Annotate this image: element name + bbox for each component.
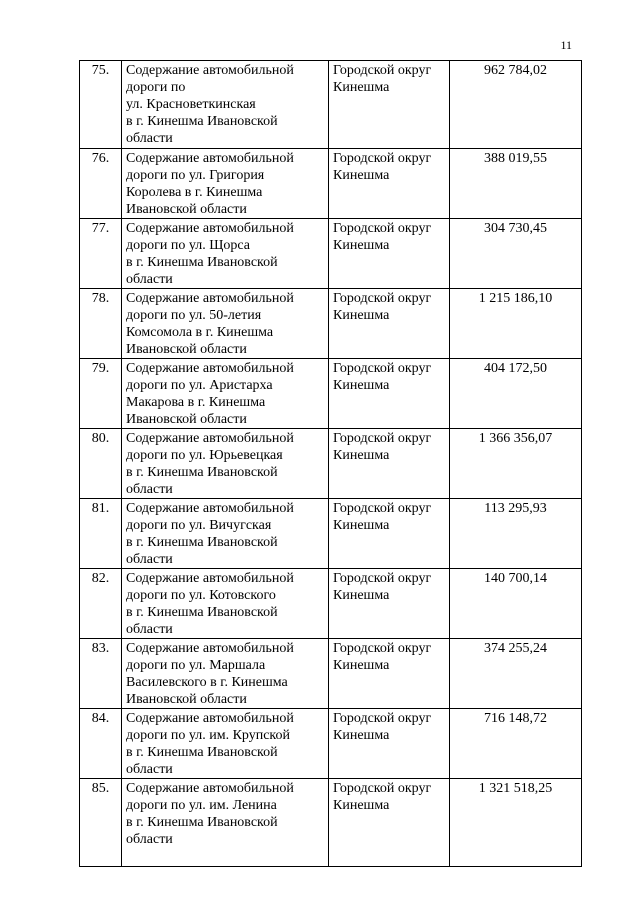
description-line: в г. Кинешма Ивановской bbox=[126, 255, 278, 270]
amount: 113 295,93 bbox=[450, 499, 582, 569]
road-description bbox=[122, 709, 329, 779]
municipality-line: Городской округ bbox=[333, 291, 432, 306]
table-row bbox=[80, 779, 582, 867]
municipality bbox=[329, 779, 450, 867]
row-number: 76. bbox=[80, 149, 122, 219]
municipality-line: Кинешма bbox=[333, 168, 390, 183]
description-line: в г. Кинешма Ивановской bbox=[126, 114, 278, 129]
road-description bbox=[122, 779, 329, 867]
table-row bbox=[80, 709, 582, 779]
road-description bbox=[122, 499, 329, 569]
description-line: области bbox=[126, 832, 173, 847]
page-number: 11 bbox=[560, 38, 572, 52]
road-description bbox=[122, 569, 329, 639]
municipality bbox=[329, 149, 450, 219]
description-line: ул. Красноветкинская bbox=[126, 97, 256, 112]
description-line: в г. Кинешма Ивановской bbox=[126, 535, 278, 550]
road-description bbox=[122, 219, 329, 289]
municipality-line: Городской округ bbox=[333, 641, 432, 656]
amount: 404 172,50 bbox=[450, 359, 582, 429]
amount: 1 321 518,25 bbox=[450, 779, 582, 867]
table-row bbox=[80, 569, 582, 639]
row-number: 77. bbox=[80, 219, 122, 289]
description-line: дороги по ул. Вичугская bbox=[126, 518, 272, 533]
description-line: дороги по ул. им. Ленина bbox=[126, 798, 277, 813]
description-line: дороги по ул. Аристарха bbox=[126, 378, 273, 393]
description-line: Ивановской области bbox=[126, 692, 247, 707]
table-body bbox=[80, 61, 582, 867]
amount: 388 019,55 bbox=[450, 149, 582, 219]
description-line: дороги по ул. им. Крупской bbox=[126, 728, 291, 743]
municipality-line: Кинешма bbox=[333, 728, 390, 743]
road-description bbox=[122, 61, 329, 149]
municipality-line: Кинешма bbox=[333, 308, 390, 323]
amount: 1 366 356,07 bbox=[450, 429, 582, 499]
municipality bbox=[329, 61, 450, 149]
table-row bbox=[80, 61, 582, 149]
municipality-line: Кинешма bbox=[333, 238, 390, 253]
description-line: Содержание автомобильной bbox=[126, 781, 294, 796]
amount: 304 730,45 bbox=[450, 219, 582, 289]
amount: 962 784,02 bbox=[450, 61, 582, 149]
municipality-line: Городской округ bbox=[333, 571, 432, 586]
description-line: Содержание автомобильной bbox=[126, 711, 294, 726]
municipality bbox=[329, 219, 450, 289]
table-row bbox=[80, 499, 582, 569]
description-line: Содержание автомобильной bbox=[126, 501, 294, 516]
municipality-line: Городской округ bbox=[333, 711, 432, 726]
municipality-line: Кинешма bbox=[333, 798, 390, 813]
description-line: области bbox=[126, 482, 173, 497]
row-number: 78. bbox=[80, 289, 122, 359]
municipality bbox=[329, 569, 450, 639]
row-number: 80. bbox=[80, 429, 122, 499]
row-number: 79. bbox=[80, 359, 122, 429]
municipality bbox=[329, 359, 450, 429]
amount: 374 255,24 bbox=[450, 639, 582, 709]
description-line: в г. Кинешма Ивановской bbox=[126, 605, 278, 620]
municipality-line: Кинешма bbox=[333, 518, 390, 533]
road-description bbox=[122, 639, 329, 709]
description-line: в г. Кинешма Ивановской bbox=[126, 465, 278, 480]
description-line: дороги по bbox=[126, 80, 186, 95]
table-row bbox=[80, 639, 582, 709]
municipality-line: Кинешма bbox=[333, 80, 390, 95]
municipality-line: Кинешма bbox=[333, 448, 390, 463]
description-line: области bbox=[126, 622, 173, 637]
row-number: 75. bbox=[80, 61, 122, 149]
description-line: области bbox=[126, 272, 173, 287]
description-line: Королева в г. Кинешма bbox=[126, 185, 263, 200]
description-line: Ивановской области bbox=[126, 412, 247, 427]
row-number: 82. bbox=[80, 569, 122, 639]
description-line: Ивановской области bbox=[126, 202, 247, 217]
description-line: Содержание автомобильной bbox=[126, 151, 294, 166]
row-number: 81. bbox=[80, 499, 122, 569]
description-line: области bbox=[126, 552, 173, 567]
municipality-line: Городской округ bbox=[333, 501, 432, 516]
amount: 1 215 186,10 bbox=[450, 289, 582, 359]
description-line: Содержание автомобильной bbox=[126, 221, 294, 236]
road-description bbox=[122, 149, 329, 219]
description-line: области bbox=[126, 131, 173, 146]
municipality-line: Кинешма bbox=[333, 588, 390, 603]
road-description bbox=[122, 429, 329, 499]
description-line: Комсомола в г. Кинешма bbox=[126, 325, 274, 340]
row-number: 83. bbox=[80, 639, 122, 709]
municipality bbox=[329, 289, 450, 359]
road-description bbox=[122, 359, 329, 429]
table-row bbox=[80, 429, 582, 499]
description-line: в г. Кинешма Ивановской bbox=[126, 745, 278, 760]
municipality-line: Городской округ bbox=[333, 221, 432, 236]
road-maintenance-table bbox=[79, 60, 582, 867]
description-line: в г. Кинешма Ивановской bbox=[126, 815, 278, 830]
row-number: 85. bbox=[80, 779, 122, 867]
amount: 140 700,14 bbox=[450, 569, 582, 639]
municipality-line: Кинешма bbox=[333, 658, 390, 673]
description-line: Содержание автомобильной bbox=[126, 361, 294, 376]
description-line: дороги по ул. 50-летия bbox=[126, 308, 262, 323]
table-row bbox=[80, 219, 582, 289]
municipality bbox=[329, 639, 450, 709]
description-line: дороги по ул. Щорса bbox=[126, 238, 250, 253]
description-line: Василевского в г. Кинешма bbox=[126, 675, 288, 690]
description-line: дороги по ул. Юрьевецкая bbox=[126, 448, 283, 463]
description-line: дороги по ул. Котовского bbox=[126, 588, 276, 603]
description-line: Содержание автомобильной bbox=[126, 431, 294, 446]
table-row bbox=[80, 289, 582, 359]
municipality bbox=[329, 429, 450, 499]
description-line: дороги по ул. Маршала bbox=[126, 658, 266, 673]
description-line: Содержание автомобильной bbox=[126, 641, 294, 656]
municipality-line: Городской округ bbox=[333, 361, 432, 376]
description-line: Ивановской области bbox=[126, 342, 247, 357]
municipality-line: Городской округ bbox=[333, 63, 432, 78]
municipality-line: Городской округ bbox=[333, 151, 432, 166]
municipality-line: Кинешма bbox=[333, 378, 390, 393]
municipality bbox=[329, 709, 450, 779]
description-line: Содержание автомобильной bbox=[126, 63, 294, 78]
description-line: дороги по ул. Григория bbox=[126, 168, 265, 183]
municipality bbox=[329, 499, 450, 569]
municipality-line: Городской округ bbox=[333, 781, 432, 796]
table-row bbox=[80, 149, 582, 219]
municipality-line: Городской округ bbox=[333, 431, 432, 446]
row-number: 84. bbox=[80, 709, 122, 779]
description-line: Содержание автомобильной bbox=[126, 291, 294, 306]
table-row bbox=[80, 359, 582, 429]
description-line: Макарова в г. Кинешма bbox=[126, 395, 266, 410]
amount: 716 148,72 bbox=[450, 709, 582, 779]
description-line: области bbox=[126, 762, 173, 777]
road-description bbox=[122, 289, 329, 359]
description-line: Содержание автомобильной bbox=[126, 571, 294, 586]
